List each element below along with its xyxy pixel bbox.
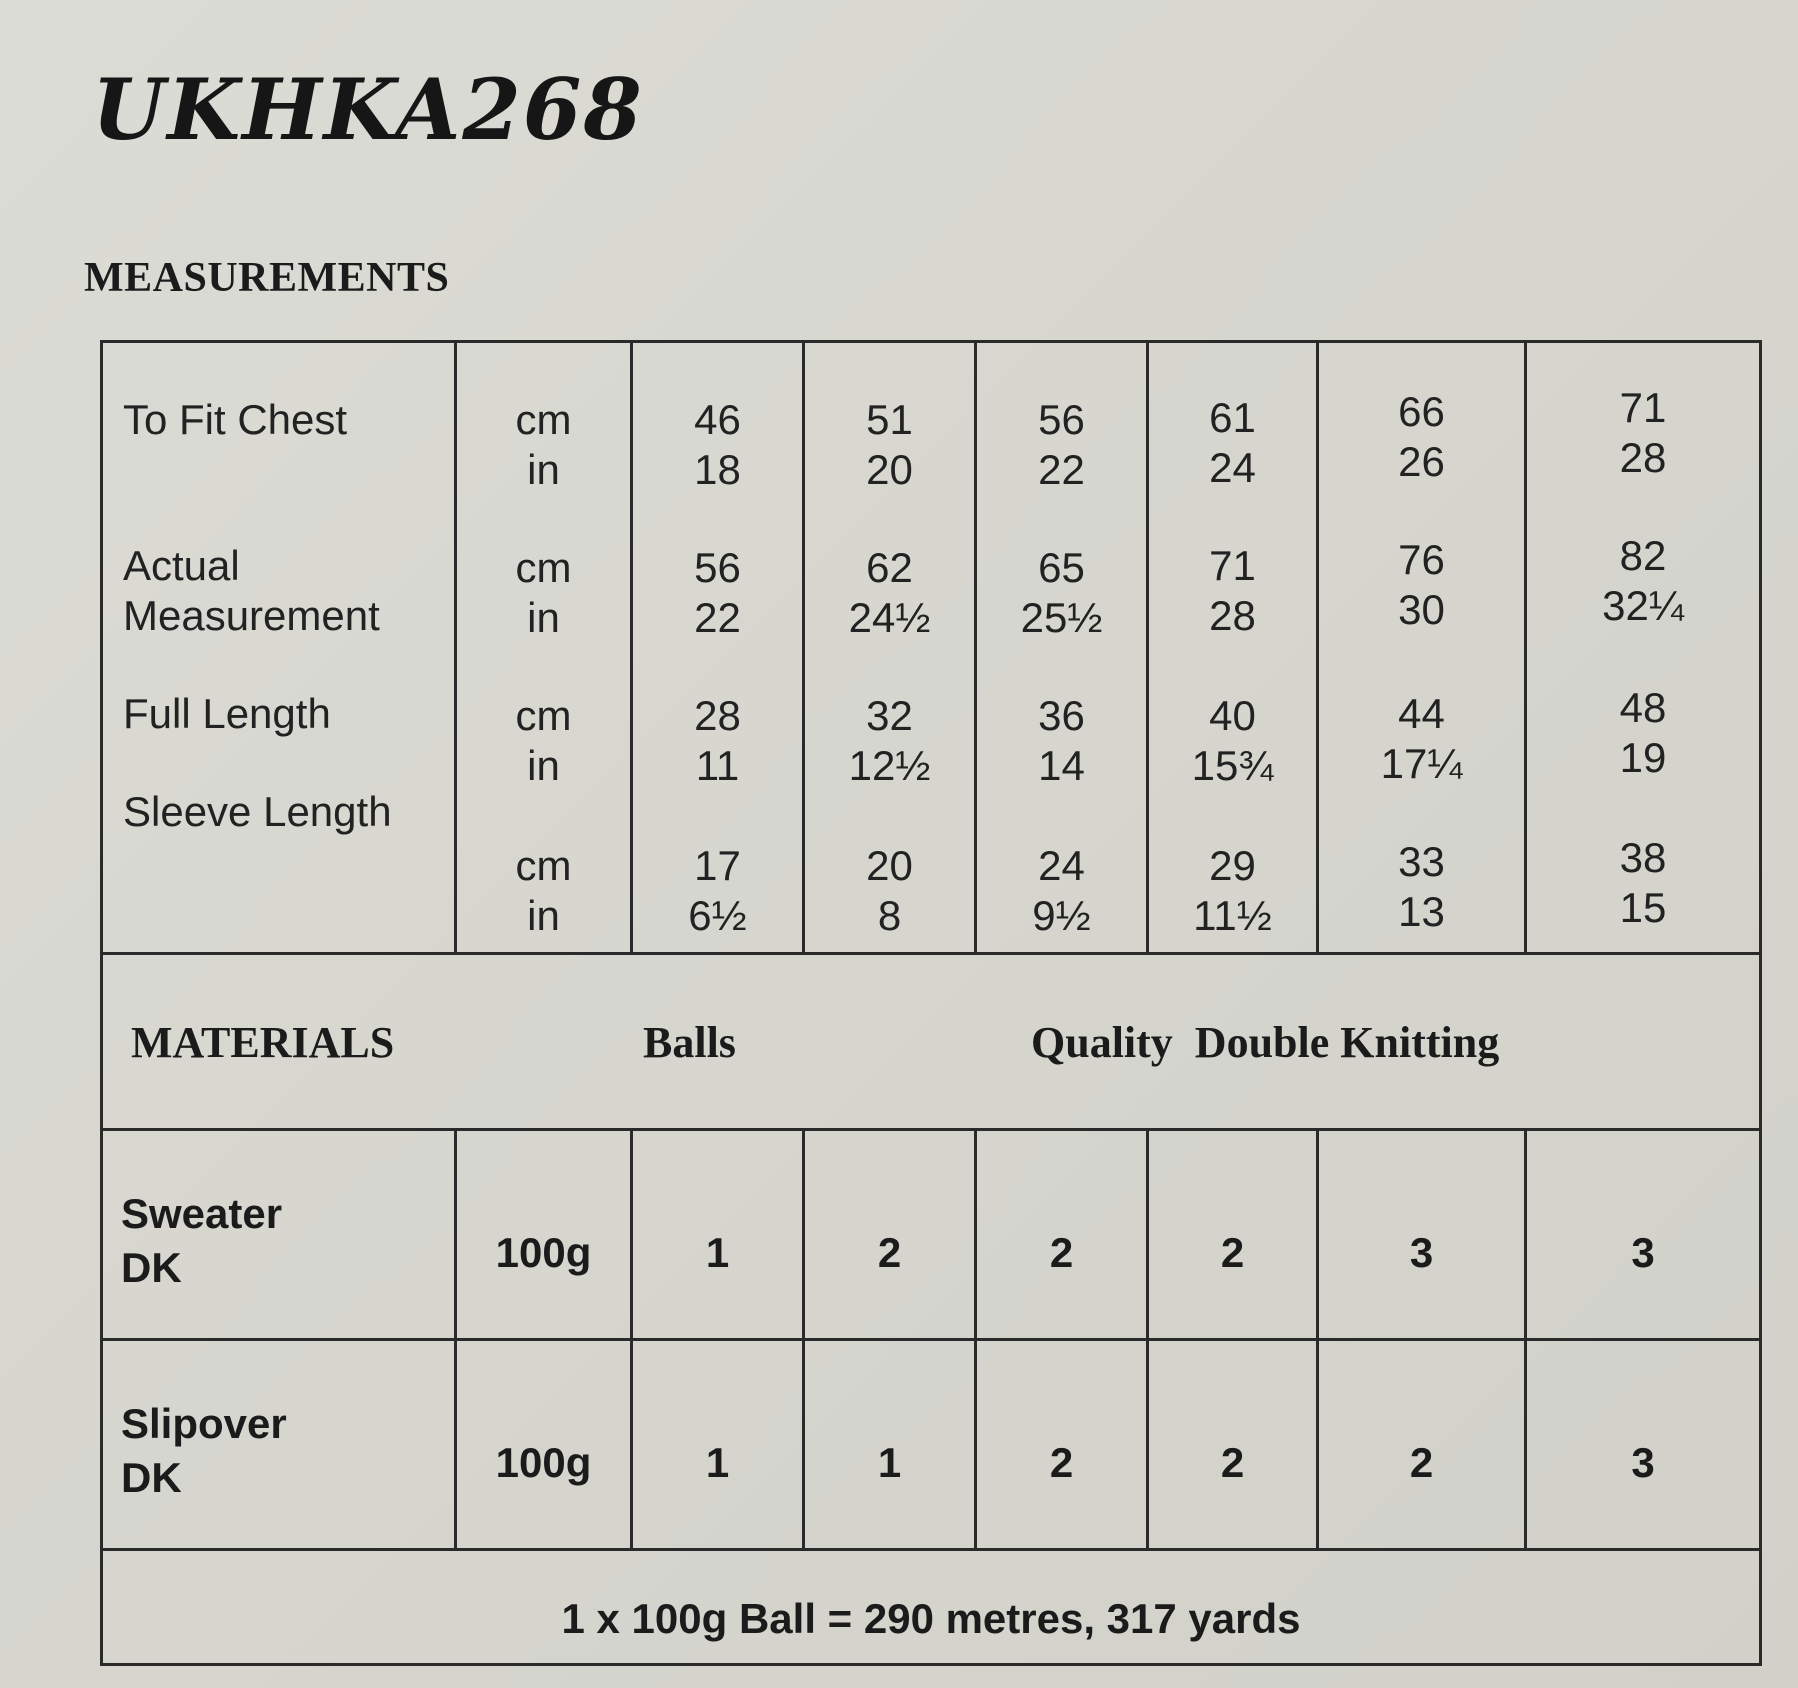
units-sleeve-length: cm in <box>515 842 572 939</box>
value-cell: 20 8 <box>866 842 913 939</box>
pattern-code: UKHKA268 <box>92 60 644 159</box>
yarn-name-cell: Slipover DK <box>103 1341 457 1548</box>
value-cell: 65 25½ <box>1020 544 1103 641</box>
yarn-row-sweater <box>103 1131 1759 1341</box>
value-cell: 44 17¼ <box>1380 690 1463 787</box>
value-cell: 76 30 <box>1398 536 1445 633</box>
size-column-5 <box>1319 343 1527 952</box>
value-cell: 28 11 <box>694 692 741 789</box>
value-cell: 71 28 <box>1209 542 1256 639</box>
value-cell: 38 15 <box>1619 834 1667 931</box>
value-cell: 71 28 <box>1619 384 1667 481</box>
value-cell: 24 9½ <box>1032 842 1091 939</box>
label-actual-measurement: Actual Measurement <box>123 542 380 639</box>
balls-cell: 3 <box>1631 1229 1655 1276</box>
value-cell: 48 19 <box>1619 684 1667 781</box>
balls-label: Balls <box>643 1018 736 1067</box>
value-cell: 36 14 <box>1038 692 1085 789</box>
measurements-materials-table <box>100 340 1762 1666</box>
materials-heading: MATERIALS <box>131 1018 395 1067</box>
balls-cell: 1 <box>633 1341 805 1548</box>
units-full-length: cm in <box>515 692 572 789</box>
units-actual-measurement: cm in <box>515 544 572 641</box>
value-cell: 33 13 <box>1398 838 1445 935</box>
yarn-weight-cell: 100g <box>457 1131 633 1338</box>
value-cell: 40 15¾ <box>1191 692 1274 789</box>
balls-cell: 2 <box>977 1341 1149 1548</box>
measurements-block <box>103 343 1759 955</box>
materials-header <box>103 955 1759 1131</box>
value-cell: 17 6½ <box>688 842 747 939</box>
value-cell: 61 24 <box>1209 394 1256 491</box>
balls-cell: 2 <box>805 1131 977 1338</box>
label-to-fit-chest: To Fit Chest <box>123 396 348 443</box>
yarn-weight-cell: 100g <box>457 1341 633 1548</box>
balls-cell: 1 <box>633 1131 805 1338</box>
balls-cell: 1 <box>805 1341 977 1548</box>
yarn-name-cell: Sweater DK <box>103 1131 457 1338</box>
size-column-4 <box>1149 343 1319 952</box>
size-column-3 <box>977 343 1149 952</box>
value-cell: 62 24½ <box>848 544 931 641</box>
size-column-1 <box>633 343 805 952</box>
balls-cell: 2 <box>1319 1341 1527 1548</box>
footer-row <box>103 1551 1759 1663</box>
size-column-2 <box>805 343 977 952</box>
balls-cell: 2 <box>1149 1341 1319 1548</box>
value-cell: 29 11½ <box>1193 842 1272 939</box>
value-cell: 66 26 <box>1398 388 1445 485</box>
measurements-heading: MEASUREMENTS <box>84 255 450 301</box>
units-to-fit-chest: cm in <box>515 396 572 493</box>
units-column <box>457 343 633 952</box>
value-cell: 82 32¼ <box>1602 532 1684 629</box>
value-cell: 46 18 <box>694 396 741 493</box>
quality-label: Quality Double Knitting <box>1031 1018 1500 1067</box>
value-cell: 56 22 <box>694 544 741 641</box>
label-sleeve-length: Sleeve Length <box>123 788 392 835</box>
size-column-6 <box>1527 343 1759 952</box>
value-cell: 56 22 <box>1038 396 1085 493</box>
value-cell: 32 12½ <box>848 692 931 789</box>
yardage-note: 1 x 100g Ball = 290 metres, 317 yards <box>561 1595 1301 1642</box>
value-cell: 51 20 <box>866 396 913 493</box>
balls-cell: 3 <box>1319 1131 1527 1338</box>
label-full-length: Full Length <box>123 690 331 737</box>
balls-cell: 2 <box>977 1131 1149 1338</box>
row-labels-column <box>103 343 457 952</box>
balls-cell: 2 <box>1149 1131 1319 1338</box>
yarn-row-slipover <box>103 1341 1759 1551</box>
balls-cell: 3 <box>1631 1439 1655 1486</box>
